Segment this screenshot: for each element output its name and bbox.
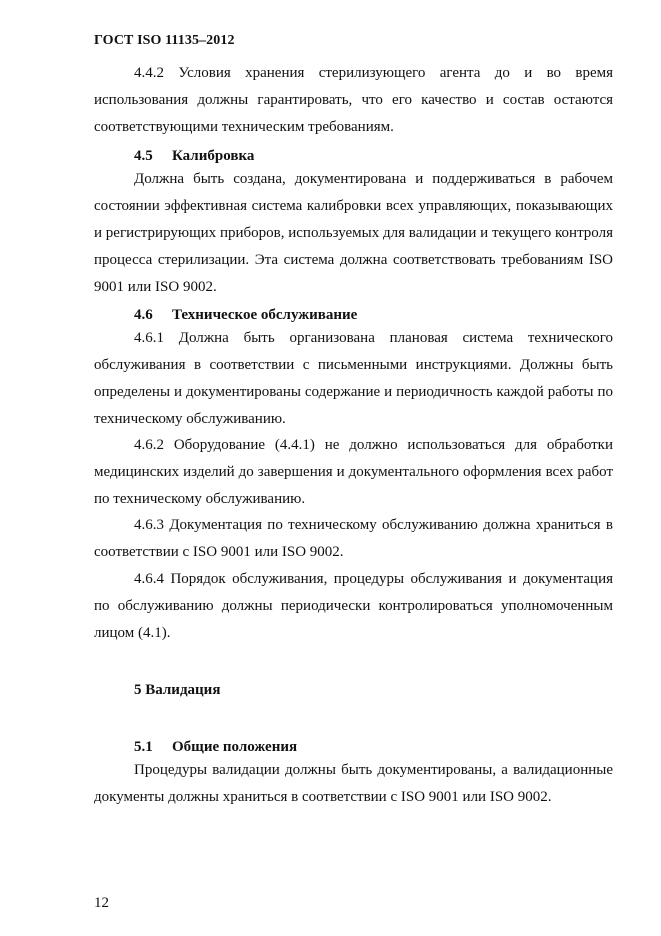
- heading-number: 4.6: [134, 307, 153, 323]
- heading-4-6: [134, 305, 357, 325]
- paragraph-4-6-2: 4.6.2 Оборудование (4.4.1) не должно использоваться для обработки медицинских изделий до завершения и документального оформления всех работ по техническому обслуживанию.: [94, 437, 613, 507]
- heading-title: Общие положения: [172, 739, 298, 755]
- paragraph-4-6-4: 4.6.4 Порядок обслуживания, процедуры обслуживания и документация по обслуживанию должны периодически контролироваться уполномоченным лицом (4.1).: [94, 571, 613, 641]
- heading-4-5: [134, 146, 254, 166]
- paragraph-5-1: Процедуры валидации должны быть документированы, а валидационные документы должны храниться в соответствии с ISO 9001 или ISO 9002.: [94, 762, 613, 805]
- paragraph-4-6-3: 4.6.3 Документация по техническому обслуживанию должна храниться в соответствии с ISO 9001 или ISO 9002.: [94, 517, 613, 560]
- heading-title: Техническое обслуживание: [172, 307, 358, 323]
- standard-header: ГОСТ ISO 11135–2012: [94, 33, 235, 48]
- paragraph-4-6-1: 4.6.1 Должна быть организована плановая система технического обслуживания в соответствии с письменными инструкциями. Должны быть определены и документированы содержание и периодичность каждой работы по техническому обслуживанию.: [94, 330, 613, 427]
- section-5-title: 5 Валидация: [134, 682, 221, 698]
- heading-title: Калибровка: [172, 148, 255, 164]
- heading-5-1: [134, 737, 297, 757]
- paragraph-4-4-2: 4.4.2 Условия хранения стерилизующего агента до и во время использования должны гарантировать, что его качество и состав остаются соответствующими техническим требованиям.: [94, 65, 613, 135]
- heading-number: 5.1: [134, 739, 153, 755]
- heading-number: 4.5: [134, 148, 153, 164]
- paragraph-4-5: Должна быть создана, документирована и поддерживаться в рабочем состоянии эффективная система калибровки всех управляющих, показывающих и регистрирующих приборов, используемых для валидации и текущего контроля процесса стерилизации. Эта система должна соответствовать требованиям ISO 9001 или ISO 9002.: [94, 171, 613, 295]
- page-number: 12: [94, 895, 109, 911]
